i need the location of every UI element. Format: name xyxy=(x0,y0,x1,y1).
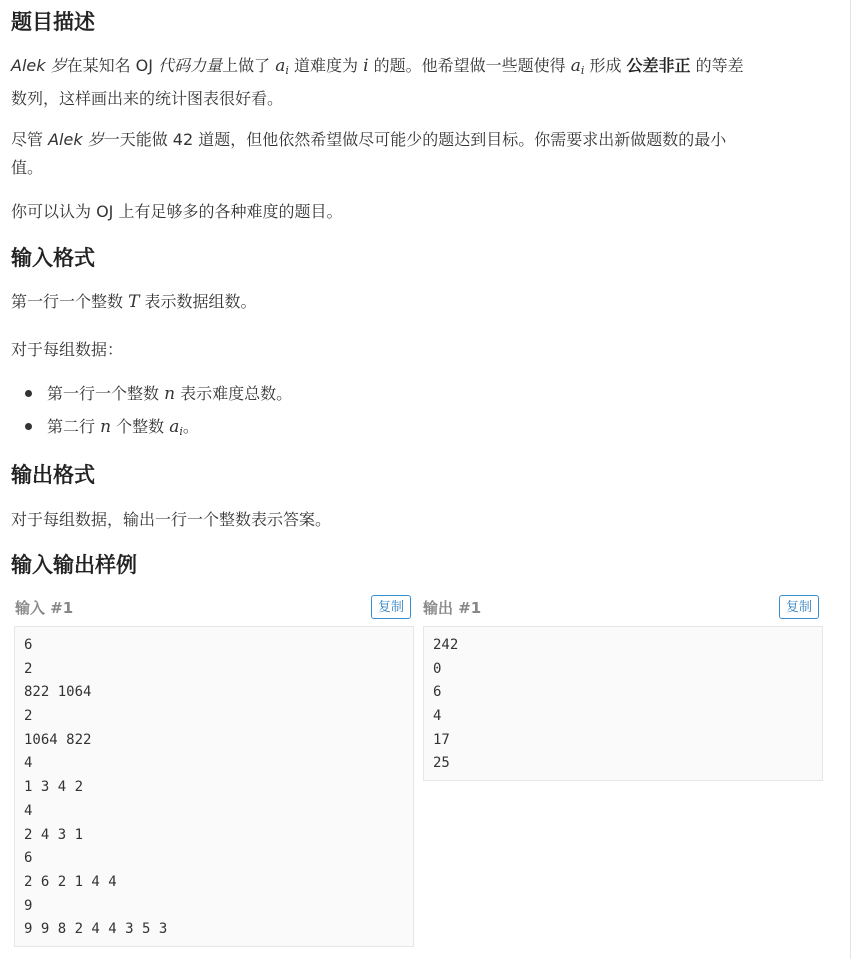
person-name: Alek 岁 xyxy=(11,56,67,75)
oj-name: 代码力量 xyxy=(158,56,223,75)
code-line: 242 xyxy=(433,637,459,653)
output-format-paragraph-1: 对于每组数据，输出一行一个整数表示答案。 xyxy=(11,510,332,529)
code-line: 4 xyxy=(433,708,442,725)
sample-input-lines xyxy=(24,634,167,942)
sample-output-box[interactable] xyxy=(423,626,823,781)
person-name: Alek 岁 xyxy=(48,130,104,149)
copy-input-button[interactable]: 复制 xyxy=(371,595,411,619)
list-item: 第二行 n 个整数 $a_i$。 xyxy=(11,410,292,443)
code-line: 1 3 4 2 xyxy=(24,779,84,796)
sample-output-lines xyxy=(433,634,458,776)
code-line: 9 xyxy=(24,897,33,914)
description-paragraph-1: Alek 岁在某知名 OJ 代码力量上做了 $a_i$ 道难度为 i 的题。他希望做一些题使得 $a_i$ 形成 公差非正 的等差 数列，这样画出来的统计图表很好看。 xyxy=(11,56,744,108)
code-line: 822 1064 xyxy=(24,684,92,701)
sample-input-label: 输入 #1 xyxy=(15,599,74,617)
copy-output-button[interactable]: 复制 xyxy=(779,595,819,619)
page-right-border xyxy=(850,0,851,959)
section-title-description: 题目描述 xyxy=(11,10,95,34)
math-a-i: $a_i$ xyxy=(275,56,289,77)
description-paragraph-2: 尽管 Alek 岁一天能做 42 道题，但他依然希望做尽可能少的题达到目标。你需要求出新做题数的最小 值。 xyxy=(11,130,727,177)
code-line: 4 xyxy=(24,755,33,772)
code-line: 2 6 2 1 4 4 xyxy=(24,873,117,890)
code-line: 0 xyxy=(433,660,442,677)
description-paragraph-3: 你可以认为 OJ 上有足够多的各种难度的题目。 xyxy=(11,202,343,221)
code-line: 2 4 3 1 xyxy=(24,826,84,843)
section-title-output-format: 输出格式 xyxy=(11,463,95,487)
code-line: 2 xyxy=(24,660,33,677)
input-format-paragraph-2: 对于每组数据： xyxy=(11,340,124,359)
bold-term: 公差非正 xyxy=(626,56,691,75)
math-i: i xyxy=(363,56,369,76)
list-item: 第一行一个整数 n 表示难度总数。 xyxy=(11,377,292,410)
code-line: 25 xyxy=(433,755,450,772)
code-line: 6 xyxy=(433,684,442,701)
input-format-paragraph-1: 第一行一个整数 T 表示数据组数。 xyxy=(11,292,257,312)
sample-input-box[interactable] xyxy=(14,626,414,947)
section-title-input-format: 输入格式 xyxy=(11,246,95,270)
code-line: 6 xyxy=(24,637,33,653)
input-format-list xyxy=(11,377,292,443)
code-line: 1064 822 xyxy=(24,731,92,748)
math-a-i: $a_i$ xyxy=(570,56,585,77)
code-line: 2 xyxy=(24,708,33,725)
code-line: 4 xyxy=(24,802,33,819)
math-T: T xyxy=(128,292,140,312)
section-title-samples: 输入输出样例 xyxy=(11,553,137,577)
sample-output-label: 输出 #1 xyxy=(423,599,482,617)
code-line: 6 xyxy=(24,850,33,867)
code-line: 9 9 8 2 4 4 3 5 3 xyxy=(24,921,168,938)
code-line: 17 xyxy=(433,731,450,748)
